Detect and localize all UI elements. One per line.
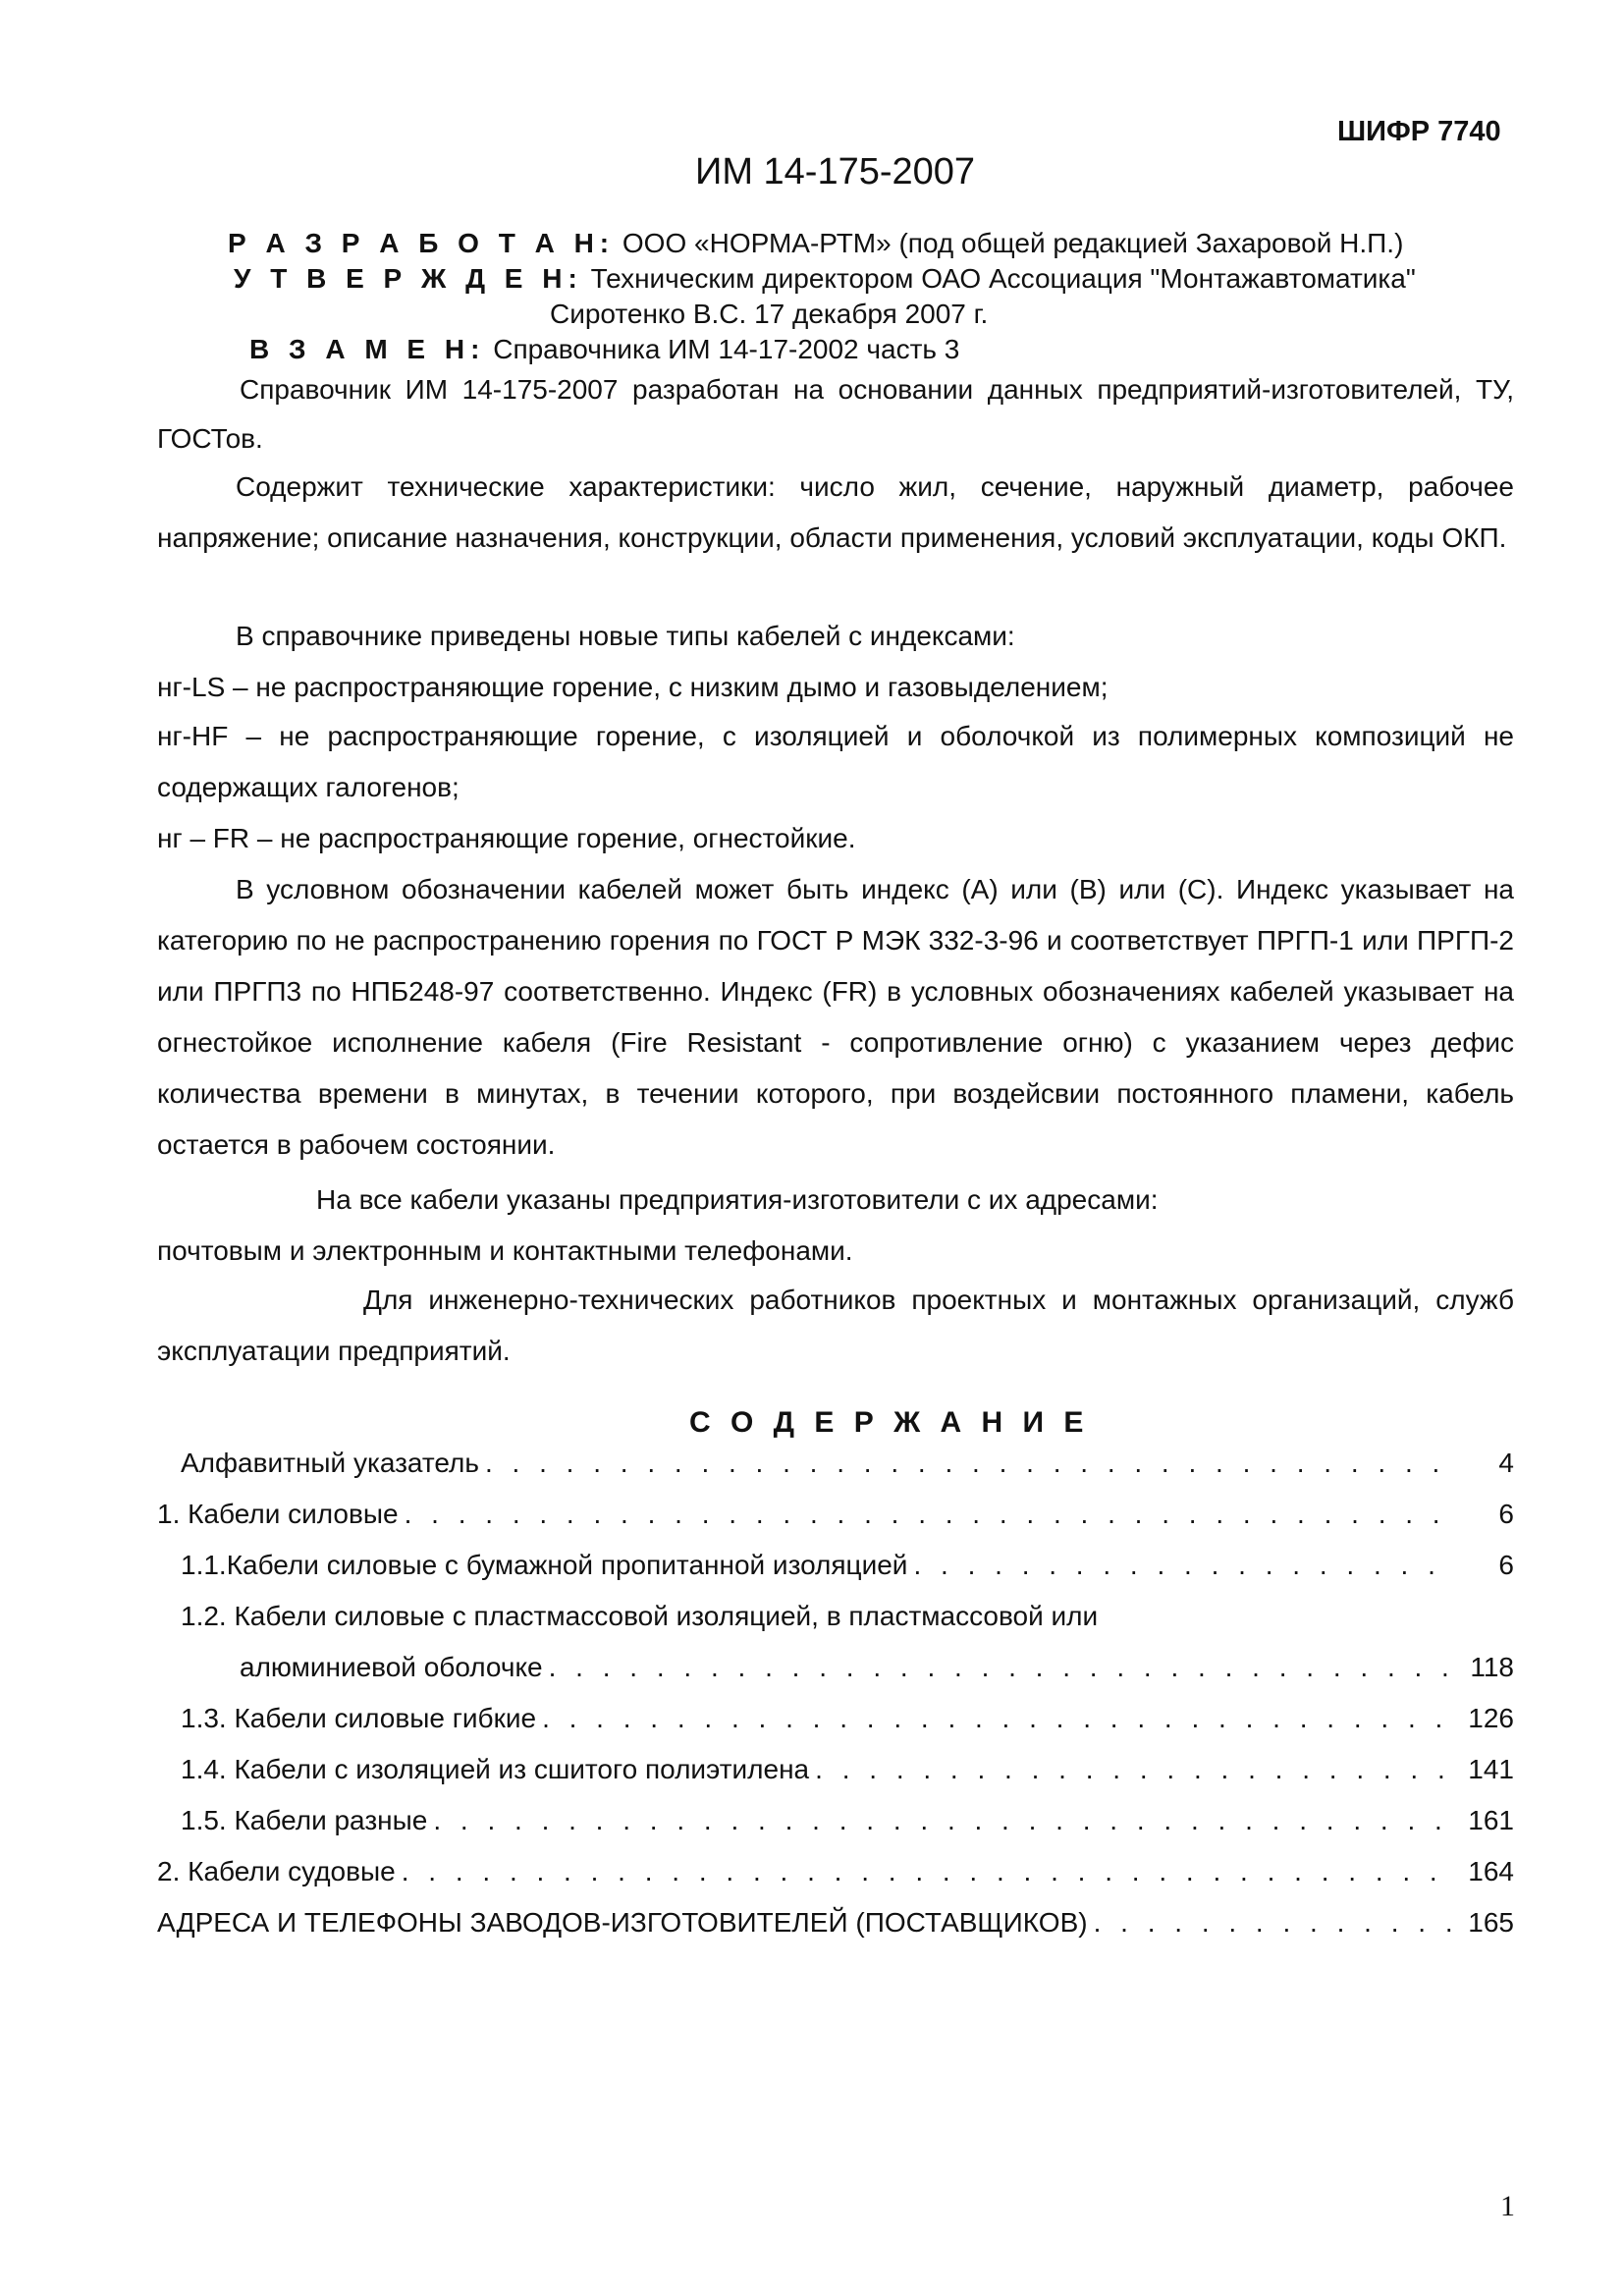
replaces-line xyxy=(249,332,959,367)
approved-line xyxy=(234,261,1416,297)
index-ls: нг-LS – не распространяющие горение, с низким дымо и газовыделением; xyxy=(157,672,1109,702)
toc-entry[interactable] xyxy=(157,1854,1514,1889)
toc-entry[interactable] xyxy=(157,1497,1514,1532)
toc-entry-page: 6 xyxy=(1498,1550,1514,1580)
replaces-label: В З А М Е Н: xyxy=(249,334,486,364)
toc-entry[interactable] xyxy=(181,1446,1514,1481)
developed-label: Р А З Р А Б О Т А Н: xyxy=(228,228,616,258)
toc-entry[interactable] xyxy=(240,1650,1514,1685)
toc-entry-page: 6 xyxy=(1498,1499,1514,1529)
paragraph-new-types: В справочнике приведены новые типы кабелей с индексами: xyxy=(236,621,1015,651)
toc-entry-label: Алфавитный указатель xyxy=(181,1448,479,1478)
toc-entry[interactable] xyxy=(181,1701,1514,1736)
toc-entry-label: 1.3. Кабели силовые гибкие xyxy=(181,1703,537,1733)
toc-leader xyxy=(1094,1905,1455,1941)
toc-entry-label: 1.1.Кабели силовые с бумажной пропитанной изоляцией xyxy=(181,1550,908,1580)
toc-leader xyxy=(485,1446,1455,1481)
toc-entry[interactable] xyxy=(157,1905,1514,1941)
toc-entry-page: 164 xyxy=(1468,1856,1514,1886)
toc-entry-label: алюминиевой оболочке xyxy=(240,1652,543,1682)
toc-entry-label: 1.5. Кабели разные xyxy=(181,1805,428,1835)
toc-entry[interactable] xyxy=(181,1803,1514,1838)
toc-leader xyxy=(542,1701,1455,1736)
paragraph-contacts: почтовым и электронным и контактными телефонами. xyxy=(157,1235,853,1266)
toc-leader xyxy=(433,1803,1455,1838)
paragraph-audience: Для инженерно-технических работников проектных и монтажных организаций, служб эксплуатации предприятий. xyxy=(157,1285,1514,1366)
page-number: 1 xyxy=(1500,2190,1515,2222)
document-cipher: ШИФР 7740 xyxy=(1337,116,1501,147)
toc-entry-label: АДРЕСА И ТЕЛЕФОНЫ ЗАВОДОВ-ИЗГОТОВИТЕЛЕЙ (ПОСТАВЩИКОВ) xyxy=(157,1907,1088,1938)
approved-text-line-2: Сиротенко В.С. 17 декабря 2007 г. xyxy=(550,299,989,329)
toc-entry-page: 161 xyxy=(1468,1805,1514,1835)
toc-entry-page: 4 xyxy=(1498,1448,1514,1478)
toc-entry-page: 141 xyxy=(1468,1754,1514,1784)
toc-leader xyxy=(402,1854,1455,1889)
toc-entry-page: 118 xyxy=(1470,1652,1514,1682)
toc-entry[interactable] xyxy=(181,1752,1514,1787)
toc-leader xyxy=(815,1752,1455,1787)
toc-entry-label: 2. Кабели судовые xyxy=(157,1856,396,1886)
index-hf: нг-HF – не распространяющие горение, с изоляцией и оболочкой из полимерных композиций не содержащих галогенов; xyxy=(157,721,1514,802)
toc-leader xyxy=(549,1650,1455,1685)
toc-leader xyxy=(405,1497,1455,1532)
developed-line xyxy=(228,226,1403,261)
toc-entry-label-wrap[interactable]: 1.2. Кабели силовые с пластмассовой изоляцией, в пластмассовой или xyxy=(181,1601,1099,1631)
replaces-text: Справочника ИМ 14-17-2002 часть 3 xyxy=(493,334,960,364)
index-fr: нг – FR – не распространяющие горение, огнестойкие. xyxy=(157,823,856,853)
toc-entry-page: 165 xyxy=(1468,1907,1514,1938)
paragraph-contents: Содержит технические характеристики: число жил, сечение, наружный диаметр, рабочее напряжение; описание назначения, конструкции, области применения, условий эксплуатации, коды ОКП. xyxy=(157,471,1514,553)
paragraph-manufacturers: На все кабели указаны предприятия-изготовители с их адресами: xyxy=(316,1184,1159,1215)
toc-heading: С О Д Е Р Ж А Н И Е xyxy=(689,1406,1090,1439)
toc-entry[interactable] xyxy=(181,1548,1514,1583)
document-id-title: ИМ 14-175-2007 xyxy=(695,151,976,192)
developed-text: ООО «НОРМА-РТМ» (под общей редакцией Захаровой Н.П.) xyxy=(622,228,1404,258)
toc-entry-page: 126 xyxy=(1468,1703,1514,1733)
paragraph-intro: Справочник ИМ 14-175-2007 разработан на основании данных предприятий-изготовителей, ТУ, ГОСТов. xyxy=(157,374,1514,454)
toc-leader xyxy=(913,1548,1455,1583)
paragraph-index-meaning: В условном обозначении кабелей может быть индекс (А) или (В) или (С). Индекс указывает на категорию по не распространению горения по ГОСТ Р МЭК 332-3-96 и соответствует ПРГП-1 или ПРГП-2 или ПРГП3 по НПБ248-97 соответственно. Индекс (FR) в условных обозначениях кабелей указывает на огнестойкое исполнение кабеля (Fire Resistant - сопротивление огню) с указанием через дефис количества времени в минутах, в течении которого, при воздейсвии постоянного пламени, кабель остается в рабочем состоянии. xyxy=(157,874,1514,1160)
approved-label: У Т В Е Р Ж Д Е Н: xyxy=(234,263,583,294)
approved-text: Техническим директором ОАО Ассоциация "Монтажавтоматика" xyxy=(590,263,1416,294)
toc-entry-label: 1. Кабели силовые xyxy=(157,1499,399,1529)
toc-entry-label: 1.4. Кабели с изоляцией из сшитого полиэтилена xyxy=(181,1754,810,1784)
